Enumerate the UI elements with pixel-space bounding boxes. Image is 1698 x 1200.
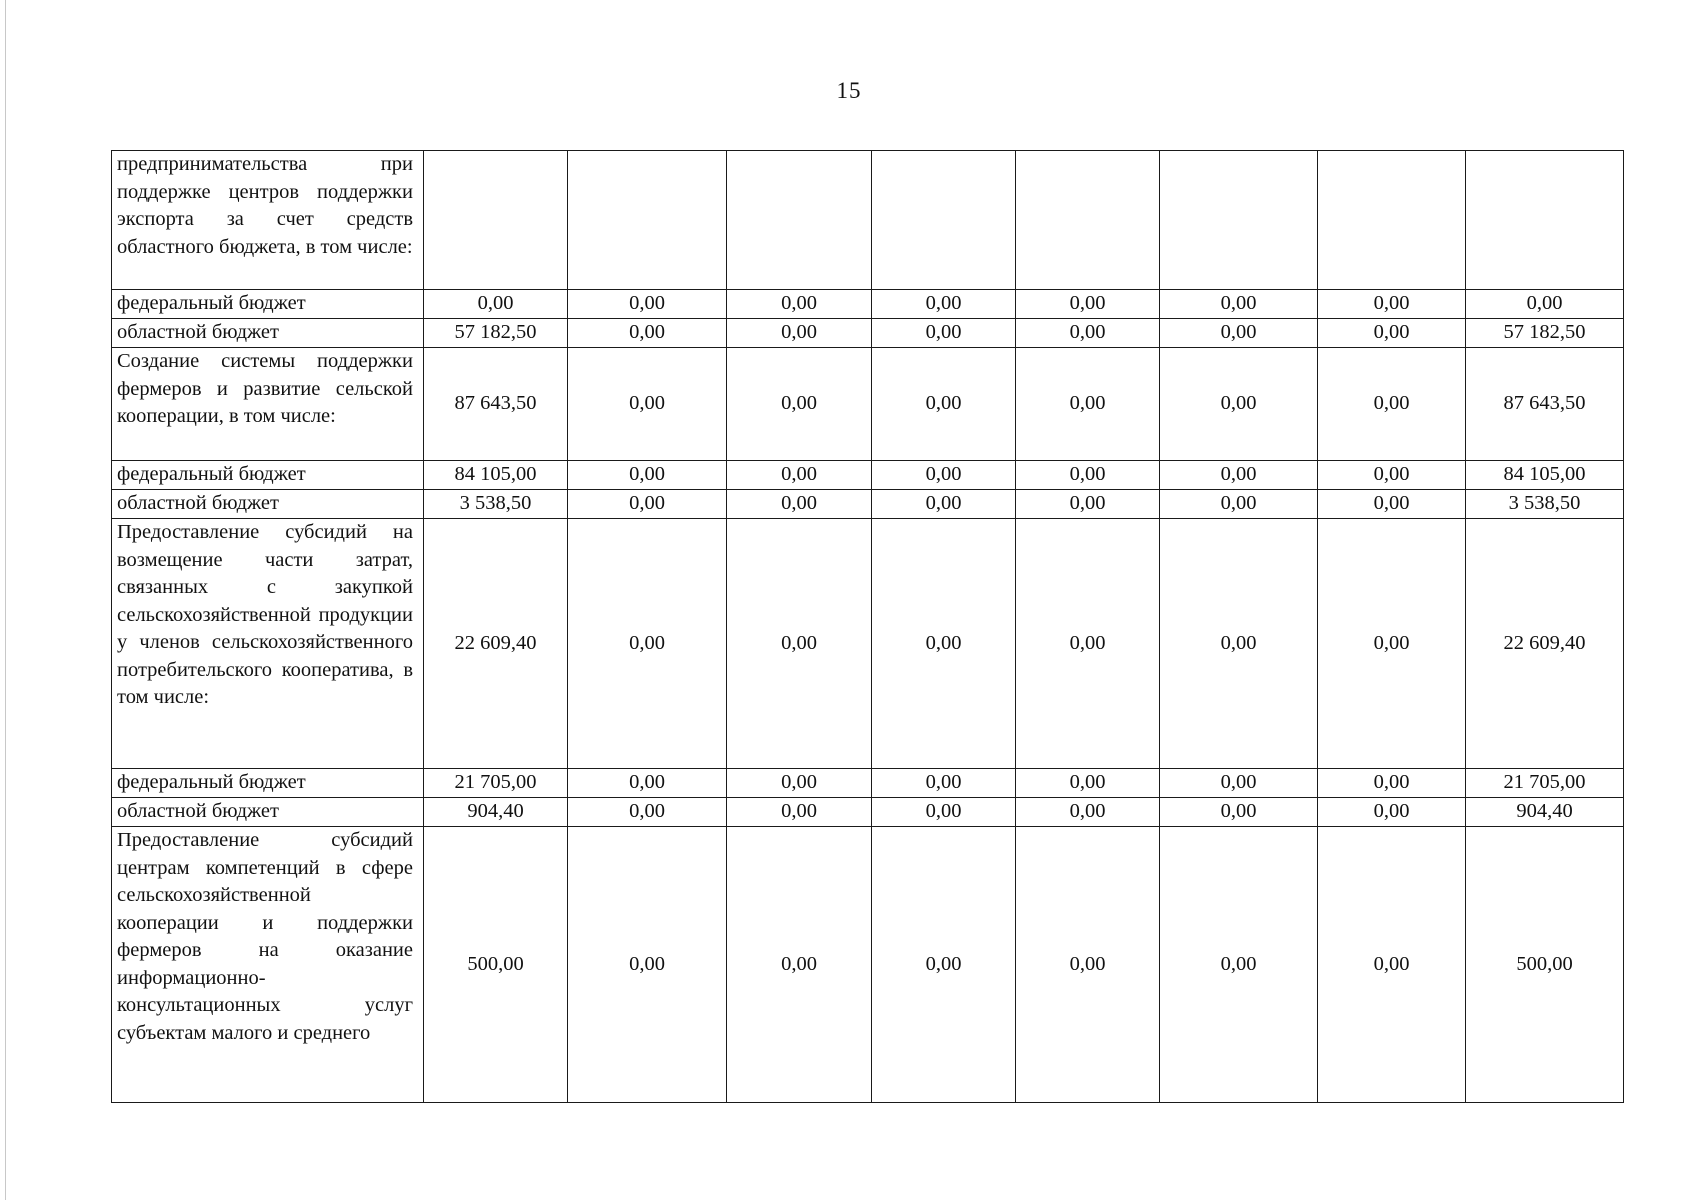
table-cell: 0,00: [1016, 769, 1160, 798]
table-cell: 0,00: [1318, 461, 1466, 490]
table-cell: 0,00: [1318, 319, 1466, 348]
table-cell: 0,00: [872, 519, 1016, 769]
table-cell: 21 705,00: [1466, 769, 1624, 798]
table-cell: 0,00: [568, 461, 727, 490]
table-cell: 0,00: [568, 519, 727, 769]
table-cell: 22 609,40: [1466, 519, 1624, 769]
table-cell: 0,00: [1016, 290, 1160, 319]
table-row: [112, 348, 1624, 461]
table-cell: 0,00: [1160, 798, 1318, 827]
table-row: [112, 319, 1624, 348]
row-label: федеральный бюджет: [112, 769, 424, 798]
table-cell: 0,00: [568, 348, 727, 461]
table-cell: 57 182,50: [1466, 319, 1624, 348]
table-cell: 0,00: [568, 490, 727, 519]
table-cell: 0,00: [1016, 519, 1160, 769]
table-cell: 0,00: [1318, 769, 1466, 798]
table-cell: [1160, 151, 1318, 290]
table-cell: 0,00: [727, 519, 872, 769]
table-row: [112, 827, 1624, 1103]
table-cell: 0,00: [1318, 490, 1466, 519]
table-cell: 0,00: [1016, 461, 1160, 490]
budget-table: [111, 150, 1624, 1103]
table-row: [112, 151, 1624, 290]
table-cell: 904,40: [1466, 798, 1624, 827]
table-cell: 0,00: [1318, 827, 1466, 1103]
table-cell: 0,00: [727, 490, 872, 519]
table-cell: 0,00: [568, 827, 727, 1103]
table-cell: 0,00: [872, 827, 1016, 1103]
table-cell: [1466, 151, 1624, 290]
page-number: 15: [836, 78, 862, 103]
table-cell: 22 609,40: [424, 519, 568, 769]
table-cell: 0,00: [872, 461, 1016, 490]
table-cell: [424, 151, 568, 290]
row-label: федеральный бюджет: [112, 461, 424, 490]
table-cell: 0,00: [727, 319, 872, 348]
table-cell: 0,00: [568, 769, 727, 798]
table-cell: 3 538,50: [1466, 490, 1624, 519]
table-cell: 0,00: [1318, 519, 1466, 769]
table-cell: 0,00: [727, 290, 872, 319]
table-cell: 0,00: [568, 319, 727, 348]
row-label: Предоставление субсидий центрам компетенций в сфере сельскохозяйственной кооперации и поддержки фермеров на оказание информационно-консультационных услуг субъектам малого и среднего: [112, 827, 424, 1103]
table-cell: 0,00: [872, 319, 1016, 348]
table-cell: 0,00: [872, 490, 1016, 519]
table-cell: 0,00: [568, 798, 727, 827]
table-cell: 0,00: [1016, 490, 1160, 519]
table-cell: 0,00: [1160, 490, 1318, 519]
row-label: областной бюджет: [112, 490, 424, 519]
table-cell: 87 643,50: [424, 348, 568, 461]
table-cell: [1318, 151, 1466, 290]
table-cell: 0,00: [872, 769, 1016, 798]
table-cell: [1016, 151, 1160, 290]
table-cell: 0,00: [1160, 290, 1318, 319]
row-label: федеральный бюджет: [112, 290, 424, 319]
row-label: Предоставление субсидий на возмещение части затрат, связанных с закупкой сельскохозяйственной продукции у членов сельскохозяйственного потребительского кооператива, в том числе:: [112, 519, 424, 769]
table-cell: 0,00: [727, 798, 872, 827]
table-cell: 0,00: [727, 461, 872, 490]
table-row: [112, 798, 1624, 827]
table-cell: 0,00: [1318, 798, 1466, 827]
table-cell: 500,00: [424, 827, 568, 1103]
table-cell: 0,00: [727, 827, 872, 1103]
table-cell: [872, 151, 1016, 290]
table-cell: 0,00: [1318, 290, 1466, 319]
table-cell: 0,00: [1016, 348, 1160, 461]
row-label: предпринимательства при поддержке центров поддержки экспорта за счет средств областного бюджета, в том числе:: [112, 151, 424, 290]
table-row: [112, 769, 1624, 798]
table-cell: 500,00: [1466, 827, 1624, 1103]
table-cell: 0,00: [1016, 827, 1160, 1103]
table-cell: 84 105,00: [424, 461, 568, 490]
row-label: областной бюджет: [112, 319, 424, 348]
table-cell: 0,00: [1016, 319, 1160, 348]
table-cell: 84 105,00: [1466, 461, 1624, 490]
table-cell: 57 182,50: [424, 319, 568, 348]
table-cell: 3 538,50: [424, 490, 568, 519]
row-label: областной бюджет: [112, 798, 424, 827]
table-cell: 0,00: [1160, 519, 1318, 769]
table-row: [112, 519, 1624, 769]
table-cell: [727, 151, 872, 290]
table-cell: 0,00: [1016, 798, 1160, 827]
table-cell: 0,00: [568, 290, 727, 319]
table-cell: 0,00: [1160, 319, 1318, 348]
table-cell: 0,00: [1160, 461, 1318, 490]
table-cell: [568, 151, 727, 290]
table-row: [112, 290, 1624, 319]
table-cell: 0,00: [424, 290, 568, 319]
table-cell: 21 705,00: [424, 769, 568, 798]
table-cell: 0,00: [872, 798, 1016, 827]
table-cell: 0,00: [1466, 290, 1624, 319]
table-row: [112, 490, 1624, 519]
table-cell: 0,00: [1160, 827, 1318, 1103]
table-cell: 0,00: [1160, 769, 1318, 798]
table-row: [112, 461, 1624, 490]
table-cell: 0,00: [727, 769, 872, 798]
table-cell: 0,00: [1160, 348, 1318, 461]
row-label: Создание системы поддержки фермеров и развитие сельской кооперации, в том числе:: [112, 348, 424, 461]
table-cell: 0,00: [1318, 348, 1466, 461]
table-cell: 0,00: [872, 290, 1016, 319]
table-cell: 904,40: [424, 798, 568, 827]
page-edge-line: [5, 0, 6, 1200]
table-cell: 0,00: [872, 348, 1016, 461]
table-cell: 87 643,50: [1466, 348, 1624, 461]
table-cell: 0,00: [727, 348, 872, 461]
